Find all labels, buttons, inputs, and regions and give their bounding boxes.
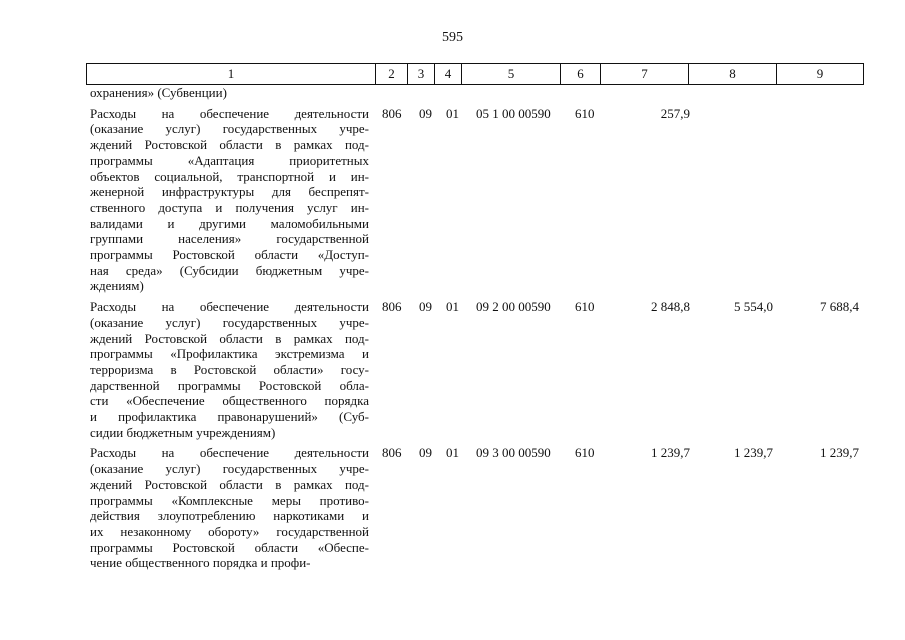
description-line: охранения» (Субвенции) [90, 85, 227, 100]
description-line: женерной инфраструктуры для беспрепят- [90, 184, 369, 200]
description-line: их незаконному обороту» государственной [90, 523, 369, 539]
description-line: ная среда» (Субсидии бюджетным учре- [90, 262, 369, 278]
description-line: дарственной программы Ростовской обла- [90, 377, 369, 393]
page-number: 595 [442, 30, 463, 45]
ministry-code: 806 [382, 299, 402, 315]
description-line: группами населения» государственной [90, 231, 369, 247]
ministry-code: 806 [382, 105, 402, 121]
column-header-4: 4 [435, 64, 462, 85]
expense-description [90, 299, 369, 440]
description-line: (оказание услуг) государственных учре- [90, 461, 369, 477]
description-line: Расходы на обеспечение деятельности [90, 105, 369, 121]
description-line: действия злоупотреблению наркотиками и [90, 508, 369, 524]
description-line: (оказание услуг) государственных учре- [90, 314, 369, 330]
description-line: чение общественного порядка и профи- [90, 555, 311, 571]
subsection-code: 01 [446, 105, 459, 121]
table-row [86, 106, 865, 294]
amount-column-8: 5 554,0 [734, 299, 773, 315]
expense-description [90, 445, 369, 571]
column-header-2: 2 [376, 64, 408, 85]
amount-column-8: 1 239,7 [734, 445, 773, 461]
description-line: ственного доступа и получения услуг ин- [90, 199, 369, 215]
description-line: программы «Профилактика экстремизма и [90, 346, 369, 362]
target-article-code: 09 2 00 00590 [476, 299, 551, 315]
amount-column-7: 1 239,7 [651, 445, 690, 461]
table-row [86, 85, 865, 101]
amount-column-9: 7 688,4 [820, 299, 859, 315]
section-code: 09 [419, 445, 432, 461]
target-article-code: 09 3 00 00590 [476, 445, 551, 461]
column-header-9: 9 [777, 64, 864, 85]
column-header-6: 6 [561, 64, 601, 85]
description-line: программы «Комплексные меры противо- [90, 492, 369, 508]
description-line: объектов социальной, транспортной и ин- [90, 168, 369, 184]
section-code: 09 [419, 299, 432, 315]
target-article-code: 05 1 00 00590 [476, 105, 551, 121]
description-line: программы Ростовской области «Обеспе- [90, 539, 369, 555]
column-header-5: 5 [462, 64, 561, 85]
description-line: программы Ростовской области «Доступ- [90, 247, 369, 263]
description-line: ждений Ростовской области в рамках под- [90, 330, 369, 346]
column-header-3: 3 [408, 64, 435, 85]
column-header-8: 8 [689, 64, 777, 85]
subsection-code: 01 [446, 299, 459, 315]
description-line: ждений Ростовской области в рамках под- [90, 137, 369, 153]
budget-table-body [86, 85, 865, 571]
amount-column-9: 1 239,7 [820, 445, 859, 461]
expense-type-code: 610 [575, 445, 595, 461]
section-code: 09 [419, 105, 432, 121]
column-header-7: 7 [601, 64, 689, 85]
description-line: сти «Обеспечение общественного порядка [90, 393, 369, 409]
amount-column-7: 2 848,8 [651, 299, 690, 315]
column-header-row [86, 63, 864, 85]
description-line: (оказание услуг) государственных учре- [90, 121, 369, 137]
ministry-code: 806 [382, 445, 402, 461]
column-header-1: 1 [87, 64, 376, 85]
description-line: ждений Ростовской области в рамках под- [90, 476, 369, 492]
table-row [86, 445, 865, 571]
description-line: и профилактика правонарушений» (Суб- [90, 409, 369, 425]
description-line: ждениям) [90, 278, 144, 294]
expense-description [90, 106, 369, 294]
expense-type-code: 610 [575, 299, 595, 315]
amount-column-7: 257,9 [660, 105, 690, 121]
description-line: программы «Адаптация приоритетных [90, 152, 369, 168]
subsection-code: 01 [446, 445, 459, 461]
description-line: сидии бюджетным учреждениям) [90, 424, 276, 440]
description-line: валидами и другими маломобильными [90, 215, 369, 231]
description-line: терроризма в Ростовской области» госу- [90, 361, 369, 377]
expense-description [90, 85, 369, 101]
table-row [86, 299, 865, 440]
expense-type-code: 610 [575, 105, 595, 121]
description-line: Расходы на обеспечение деятельности [90, 299, 369, 315]
description-line: Расходы на обеспечение деятельности [90, 445, 369, 461]
